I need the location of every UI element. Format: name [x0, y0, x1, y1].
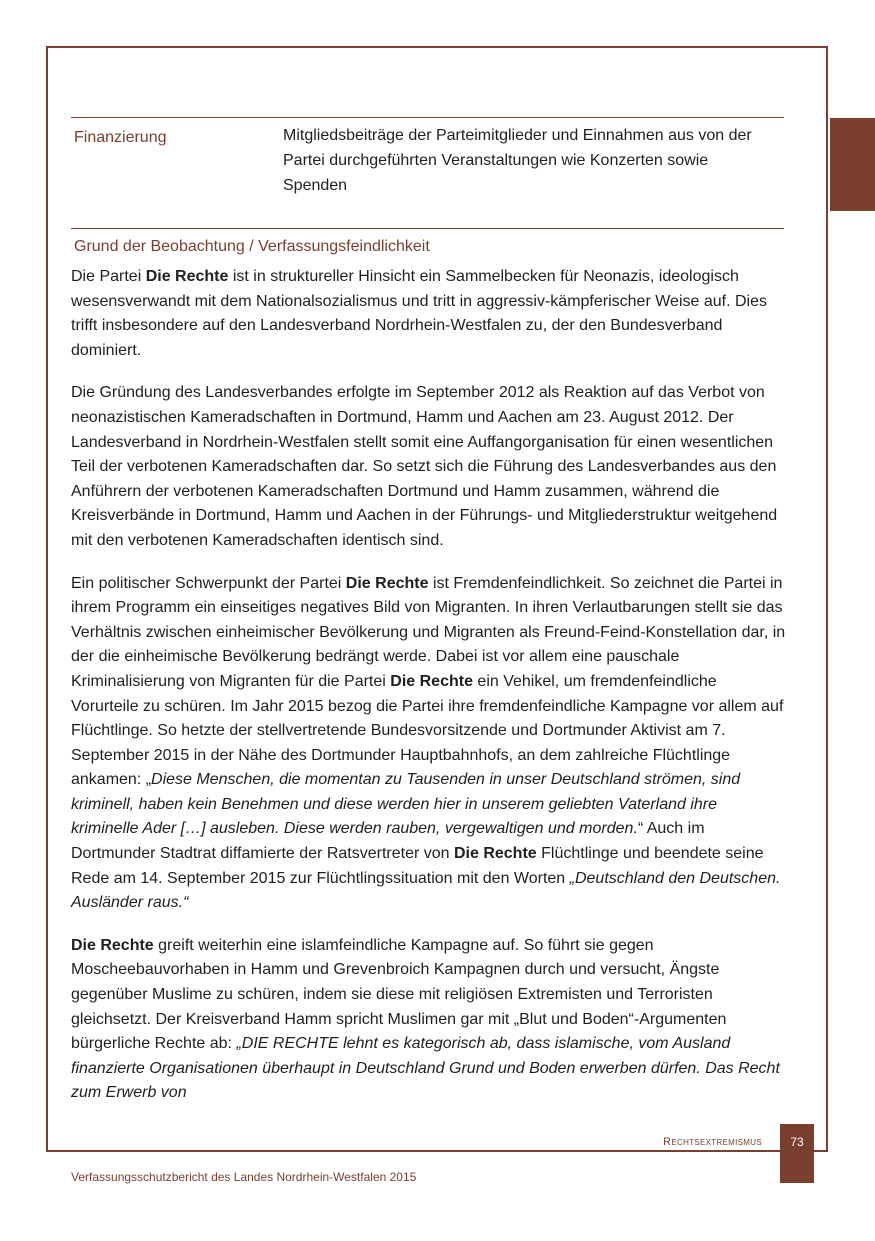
financing-text: Mitgliedsbeiträge der Parteimitglieder und Einnahmen aus von der Partei durchgeführten Veranstaltungen wie Konzerten sowie Spenden	[283, 127, 752, 194]
body-text	[71, 265, 787, 1124]
paragraph-1: Die Partei Die Rechte ist in struktureller Hinsicht ein Sammelbecken für Neonazis, ideologisch wesensverwandt mit dem Nationalsozialismus und tritt in aggressiv-kämpferischer Weise auf. Dies trifft insbesondere auf den Landesverband Nordrhein-Westfalen zu, der den Bundesverband dominiert.	[71, 268, 767, 359]
paragraph-4: Die Rechte greift weiterhin eine islamfeindliche Kampagne auf. So führt sie gegen Moscheebauvorhaben in Hamm und Grevenbroich Kampagnen durch und versucht, Ängste gegenüber Muslime zu schüren, indem sie diese mit religiösen Extremisten und Terroristen gleichsetzt. Der Kreisverband Hamm spricht Muslimen gar mit „Blut und Boden“-Argumenten bürgerliche Rechte ab: „DIE RECHTE lehnt es kategorisch ab, dass islamische, vom Ausland finanzierte Organisationen überhaupt in Deutschland Grund und Boden erwerben dürfen. Das Recht zum Erwerb von	[71, 936, 780, 1102]
footer-publication: Verfassungsschutzbericht des Landes Nordrhein-Westfalen 2015	[71, 1170, 417, 1184]
financing-label: Finanzierung	[74, 129, 167, 146]
running-head: Rechtsextremismus	[663, 1136, 762, 1148]
page-number-box	[780, 1124, 814, 1183]
paragraph-2: Die Gründung des Landesverbandes erfolgte im September 2012 als Reaktion auf das Verbot von neonazistischen Kameradschaften in Dortmund, Hamm und Aachen am 23. August 2012. Der Landesverband in Nordrhein-Westfalen stellt somit eine Auffangorganisation für einen wesentlichen Teil der verbotenen Kameradschaften dar. So setzt sich die Führung des Landesverbandes aus den Anführern der verbotenen Kameradschaften Dortmund und Hamm zusammen, während die Kreisverbände in Dortmund, Hamm und Aachen in der Führungs- und Mitgliederstruktur weitgehend mit den verbotenen Kameradschaften identisch sind.	[71, 384, 778, 549]
table-bottom-rule	[71, 228, 784, 229]
section-heading: Grund der Beobachtung / Verfassungsfeindlichkeit	[74, 238, 430, 255]
paragraph-3: Ein politischer Schwerpunkt der Partei Die Rechte ist Fremdenfeindlichkeit. So zeichnet die Partei in ihrem Programm ein einseitiges negatives Bild von Migranten. In ihren Verlautbarungen stellt sie das Verhältnis zwischen einheimischer Bevölkerung und Migranten als Freund-Feind-Konstellation dar, in der die einheimische Bevölkerung bedrängt werde. Dabei ist vor allem eine pauschale Kriminalisierung von Migranten für die Partei Die Rechte ein Vehikel, um fremdenfeindliche Vorurteile zu schüren. Im Jahr 2015 bezog die Partei ihre fremdenfeindliche Kampagne vor allem auf Flüchtlinge. So hetzte der stellvertretende Bundesvorsitzende und Dortmunder Aktivist am 7. September 2015 in der Nähe des Dortmunder Hauptbahnhofs, an dem zahlreiche Flüchtlinge ankamen: „Diese Menschen, die momentan zu Tausenden in unser Deutschland strömen, sind kriminell, haben kein Benehmen und diese werden hier in unserem geliebten Vaterland ihre kriminelle Ader […] ausleben. Diese werden rauben, vergewaltigen und morden.“ Auch im Dortmunder Stadtrat diffamierte der Ratsvertreter von Die Rechte Flüchtlinge und beendete seine Rede am 14. September 2015 zur Flüchtlingssituation mit den Worten „Deutschland den Deutschen. Ausländer raus.“	[71, 574, 786, 912]
chapter-side-tab	[830, 118, 875, 211]
page-number: 73	[790, 1135, 804, 1149]
table-top-rule	[71, 117, 784, 118]
